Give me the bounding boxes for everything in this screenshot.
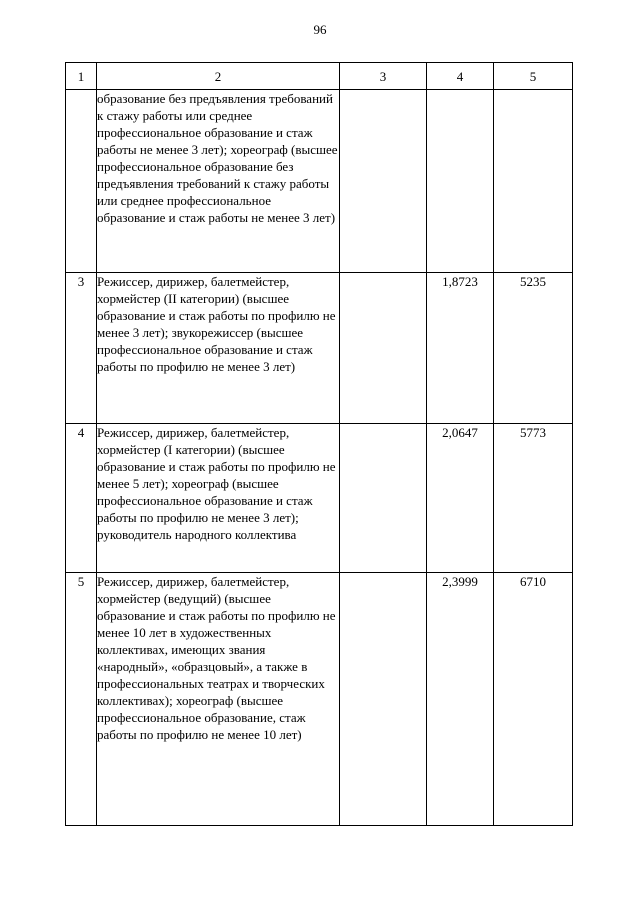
column-header-4: 4 bbox=[427, 63, 494, 90]
row-number: 4 bbox=[66, 424, 97, 573]
row-amount: 6710 bbox=[494, 573, 573, 826]
column-header-1: 1 bbox=[66, 63, 97, 90]
table-row bbox=[66, 573, 573, 826]
row-column-3 bbox=[340, 573, 427, 826]
row-description: Режиссер, дирижер, балетмейстер, хормейстер (II категории) (высшее образование и стаж работы по профилю не менее 3 лет); звукорежиссер (высшее профессиональное образование и стаж работы по профилю не менее 3 лет) bbox=[97, 273, 340, 424]
row-coefficient bbox=[427, 90, 494, 273]
data-table bbox=[65, 62, 573, 826]
row-coefficient: 2,3999 bbox=[427, 573, 494, 826]
row-amount: 5235 bbox=[494, 273, 573, 424]
row-column-3 bbox=[340, 273, 427, 424]
table-row bbox=[66, 424, 573, 573]
column-header-5: 5 bbox=[494, 63, 573, 90]
row-number bbox=[66, 90, 97, 273]
row-description: Режиссер, дирижер, балетмейстер, хормейстер (ведущий) (высшее образование и стаж работы по профилю не менее 10 лет в художественных коллективах, имеющих звания «народный», «образцовый», а также в профессиональных театрах и творческих коллективах); хореограф (высшее профессиональное образование, стаж работы по профилю не менее 10 лет) bbox=[97, 573, 340, 826]
table-header-row bbox=[66, 63, 573, 90]
row-description: Режиссер, дирижер, балетмейстер, хормейстер (I категории) (высшее образование и стаж работы по профилю не менее 5 лет); хореограф (высшее профессиональное образование и стаж работы по профилю не менее 3 лет); руководитель народного коллектива bbox=[97, 424, 340, 573]
row-description: образование без предъявления требований к стажу работы или среднее профессиональное образование и стаж работы не менее 3 лет); хореограф (высшее профессиональное образование без предъявления требований к стажу работы или среднее профессиональное образование и стаж работы не менее 3 лет) bbox=[97, 90, 340, 273]
column-header-3: 3 bbox=[340, 63, 427, 90]
row-column-3 bbox=[340, 90, 427, 273]
row-number: 3 bbox=[66, 273, 97, 424]
row-amount bbox=[494, 90, 573, 273]
page-number: 96 bbox=[313, 22, 327, 37]
row-coefficient: 2,0647 bbox=[427, 424, 494, 573]
table-row bbox=[66, 90, 573, 273]
column-header-2: 2 bbox=[97, 63, 340, 90]
row-amount: 5773 bbox=[494, 424, 573, 573]
row-column-3 bbox=[340, 424, 427, 573]
row-number: 5 bbox=[66, 573, 97, 826]
row-coefficient: 1,8723 bbox=[427, 273, 494, 424]
table-row bbox=[66, 273, 573, 424]
